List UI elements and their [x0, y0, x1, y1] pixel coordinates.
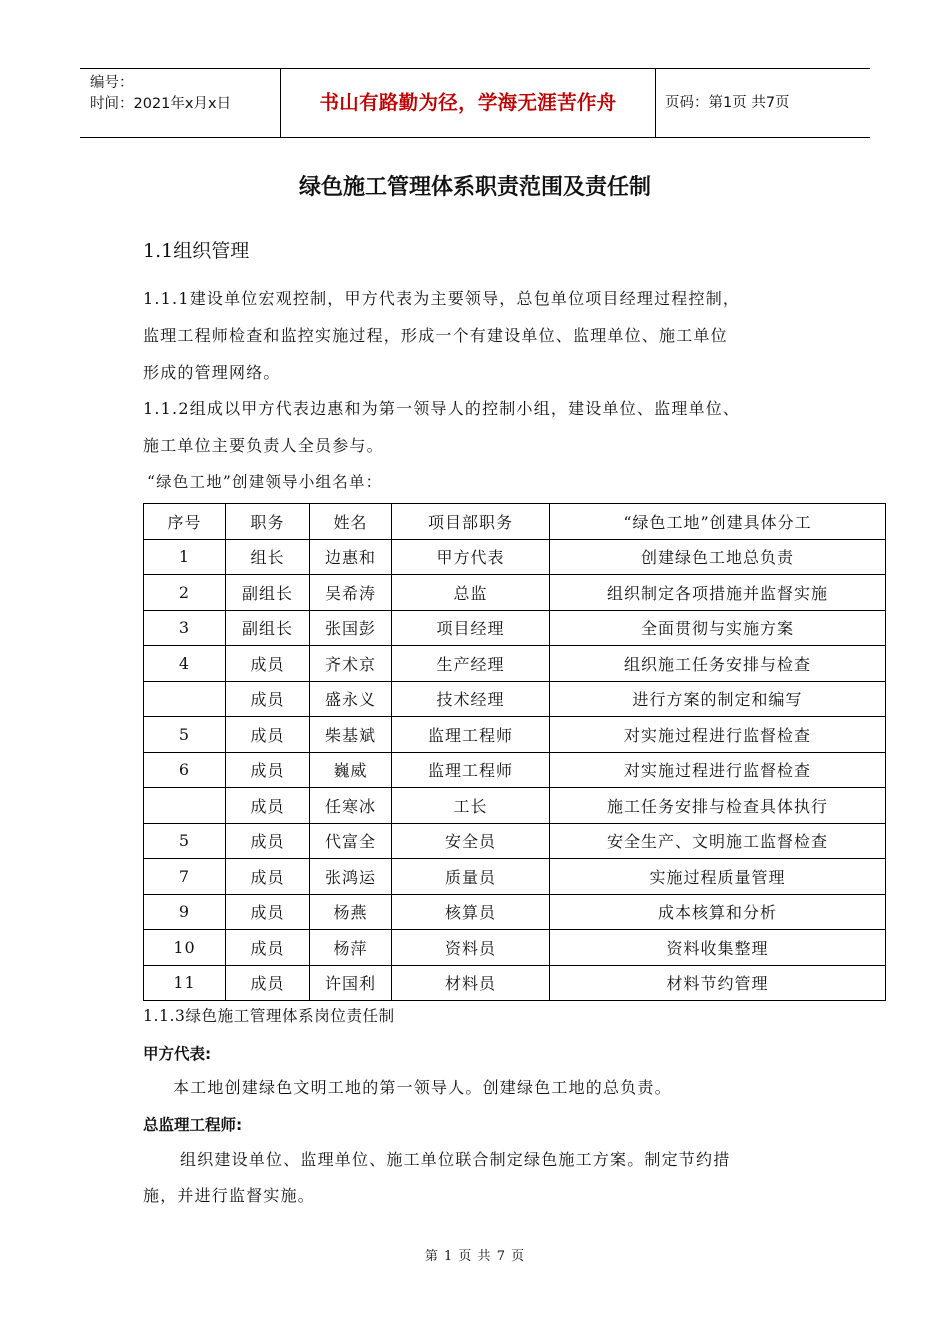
table-cell: 边惠和	[310, 539, 392, 575]
leadership-roster-table	[143, 503, 886, 1001]
table-cell: 监理工程师	[392, 752, 550, 788]
role-description: 施，并进行监督实施。	[143, 1186, 316, 1205]
header-date: 时间：2021年x月x日	[90, 96, 232, 112]
table-cell: 生产经理	[392, 646, 550, 682]
table-cell: 成员	[226, 823, 310, 859]
table-cell: 成员	[226, 788, 310, 824]
table-cell: 进行方案的制定和编写	[550, 681, 886, 717]
table-cell: 柴基斌	[310, 717, 392, 753]
table-row	[144, 681, 886, 717]
table-cell: 施工任务安排与检查具体执行	[550, 788, 886, 824]
table-row	[144, 894, 886, 930]
paragraph-line: 监理工程师检查和监控实施过程，形成一个有建设单位、监理单位、施工单位	[143, 326, 728, 345]
role-heading-chief-supervisor: 总监理工程师:	[143, 1116, 243, 1134]
table-cell: 盛永义	[310, 681, 392, 717]
table-cell: 材料员	[392, 965, 550, 1001]
table-cell: 资料员	[392, 930, 550, 966]
table-cell: 吴希涛	[310, 575, 392, 611]
table-cell: 代富全	[310, 823, 392, 859]
column-header: 职务	[226, 504, 310, 540]
table-cell: 核算员	[392, 894, 550, 930]
table-cell: 7	[144, 859, 226, 895]
header-number: 编号：	[90, 75, 134, 91]
column-header: 序号	[144, 504, 226, 540]
table-cell: 材料节约管理	[550, 965, 886, 1001]
paragraph-line: 1.1.2组成以甲方代表边惠和为第一领导人的控制小组，建设单位、监理单位、	[143, 399, 741, 418]
table-cell: 11	[144, 965, 226, 1001]
table-cell: 对实施过程进行监督检查	[550, 752, 886, 788]
table-cell: 4	[144, 646, 226, 682]
header-page-number: 页码：第1页 共7页	[665, 95, 790, 111]
subsection-heading: 1.1.3绿色施工管理体系岗位责任制	[143, 1007, 395, 1025]
table-row	[144, 930, 886, 966]
table-cell: 实施过程质量管理	[550, 859, 886, 895]
table-cell: 任寒冰	[310, 788, 392, 824]
table-row	[144, 788, 886, 824]
table-cell: 对实施过程进行监督检查	[550, 717, 886, 753]
table-row	[144, 859, 886, 895]
table-cell: 资料收集整理	[550, 930, 886, 966]
table-cell: 5	[144, 717, 226, 753]
header-divider	[280, 69, 281, 137]
header-divider	[655, 69, 656, 137]
table-cell: 成员	[226, 859, 310, 895]
table-cell: 成员	[226, 646, 310, 682]
table-cell: 成员	[226, 965, 310, 1001]
table-cell: 甲方代表	[392, 539, 550, 575]
table-cell: 组长	[226, 539, 310, 575]
table-cell: 组织制定各项措施并监督实施	[550, 575, 886, 611]
table-cell: 巍威	[310, 752, 392, 788]
document-header	[80, 68, 870, 138]
table-cell: 副组长	[226, 575, 310, 611]
paragraph-line: 施工单位主要负责人全员参与。	[143, 436, 384, 455]
table-row	[144, 752, 886, 788]
table-cell: 技术经理	[392, 681, 550, 717]
table-cell: 项目经理	[392, 610, 550, 646]
table-row	[144, 610, 886, 646]
table-cell: 张鸿运	[310, 859, 392, 895]
header-motto: 书山有路勤为径，学海无涯苦作舟	[319, 91, 617, 114]
table-cell: 杨燕	[310, 894, 392, 930]
table-cell: 工长	[392, 788, 550, 824]
table-cell: 成员	[226, 894, 310, 930]
table-cell: 总监	[392, 575, 550, 611]
table-cell: 5	[144, 823, 226, 859]
table-cell: 6	[144, 752, 226, 788]
table-cell: 成员	[226, 717, 310, 753]
table-caption: “绿色工地”创建领导小组名单：	[147, 473, 383, 491]
table-cell	[144, 788, 226, 824]
table-cell: 成员	[226, 930, 310, 966]
table-cell: 1	[144, 539, 226, 575]
table-cell: 组织施工任务安排与检查	[550, 646, 886, 682]
section-heading: 1.1组织管理	[143, 240, 250, 262]
table-cell: 成员	[226, 681, 310, 717]
table-cell: 杨萍	[310, 930, 392, 966]
table-cell: 创建绿色工地总负责	[550, 539, 886, 575]
table-row	[144, 717, 886, 753]
table-row	[144, 823, 886, 859]
table-cell: 许国利	[310, 965, 392, 1001]
table-cell: 齐术京	[310, 646, 392, 682]
column-header: 项目部职务	[392, 504, 550, 540]
paragraph-line: 1.1.1建设单位宏观控制，甲方代表为主要领导，总包单位项目经理过程控制，	[143, 289, 741, 308]
column-header: 姓名	[310, 504, 392, 540]
table-cell: 成本核算和分析	[550, 894, 886, 930]
page-footer: 第 1 页 共 7 页	[424, 1249, 526, 1264]
table-cell: 9	[144, 894, 226, 930]
table-cell: 质量员	[392, 859, 550, 895]
table-row	[144, 575, 886, 611]
table-cell: 10	[144, 930, 226, 966]
header-meta	[90, 73, 231, 115]
table-cell: 张国彭	[310, 610, 392, 646]
table-row	[144, 539, 886, 575]
table-row	[144, 965, 886, 1001]
table-row	[144, 646, 886, 682]
table-cell: 安全生产、文明施工监督检查	[550, 823, 886, 859]
role-description: 本工地创建绿色文明工地的第一领导人。创建绿色工地的总负责。	[173, 1078, 672, 1097]
table-cell: 全面贯彻与实施方案	[550, 610, 886, 646]
paragraph-line: 形成的管理网络。	[143, 363, 281, 382]
table-header-row	[144, 504, 886, 540]
column-header: “绿色工地”创建具体分工	[550, 504, 886, 540]
document-title: 绿色施工管理体系职责范围及责任制	[298, 175, 651, 200]
role-heading-party-a: 甲方代表:	[143, 1045, 212, 1063]
table-cell: 副组长	[226, 610, 310, 646]
role-description: 组织建设单位、监理单位、施工单位联合制定绿色施工方案。制定节约措	[180, 1150, 731, 1169]
table-cell: 3	[144, 610, 226, 646]
table-cell: 成员	[226, 752, 310, 788]
table-cell	[144, 681, 226, 717]
table-cell: 监理工程师	[392, 717, 550, 753]
table-cell: 2	[144, 575, 226, 611]
table-cell: 安全员	[392, 823, 550, 859]
